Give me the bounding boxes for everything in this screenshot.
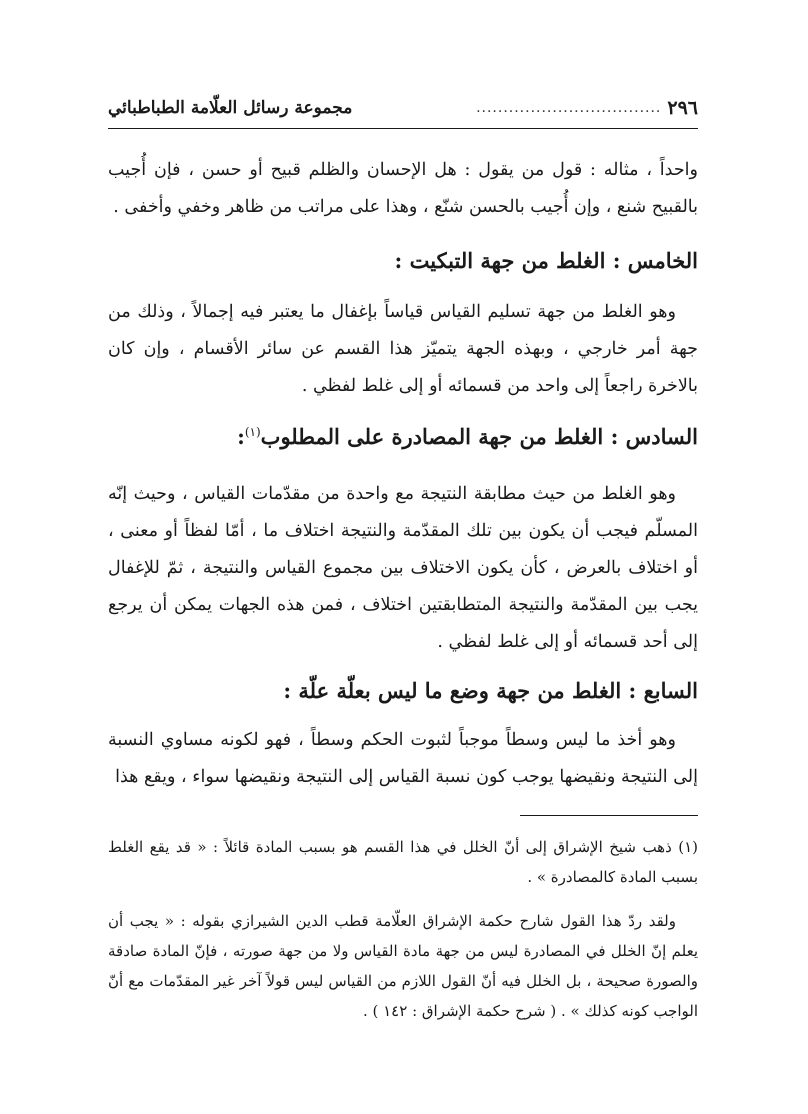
section-fifth xyxy=(108,248,698,273)
footnote-1 xyxy=(108,832,698,892)
section-seventh-body xyxy=(108,722,698,796)
heading-text: السادس : الغلط من جهة المصادرة على المطلوب xyxy=(260,424,698,449)
section-sixth-body xyxy=(108,476,698,661)
paragraph-text: واحداً ، مثاله : قول من يقول : هل الإحسان والظلم قبيح أو حسن ، فإن أُجيب بالقبيح شنع ، وإن أُجيب بالحسن شنّع ، وهذا على مراتب من ظاهر وخفي وأخفى . xyxy=(108,160,698,217)
footnote-text: (١) ذهب شيخ الإشراق إلى أنّ الخلل في هذا القسم هو بسبب المادة قائلاً : « قد يقع الغلط بسبب المادة كالمصادرة » . xyxy=(108,838,698,886)
paragraph-text: وهو الغلط من حيث مطابقة النتيجة مع واحدة من مقدّمات القياس ، وحيث إنّه المسلّم فيجب أن يكون بين تلك المقدّمة والنتيجة اختلاف ما ، أمّا لفظاً أو معنى ، أو اختلاف بالعرض ، كأن يكون الاختلاف بين مجموع القياس والنتيجة ، ثمّ للإغفال يجب بين المقدّمة والنتيجة المتطابقتين اختلاف ، فمن هذه الجهات يمكن أن يرجع إلى أحد قسمائه أو إلى غلط لفظي . xyxy=(108,484,698,652)
running-header xyxy=(108,88,698,129)
section-fifth-body xyxy=(108,294,698,405)
book-title: مجموعة رسائل العلّامة الطباطبائي xyxy=(108,98,353,118)
intro-paragraph xyxy=(108,152,698,226)
leader-dots: .................................. xyxy=(476,100,662,116)
footnote-1-continued xyxy=(108,906,698,1026)
section-sixth xyxy=(108,424,698,449)
paragraph-text: وهو أخذ ما ليس وسطاً موجباً لثبوت الحكم وسطاً ، فهو لكونه مساوي النسبة إلى النتيجة ونقيضها يوجب كون نسبة القياس إلى النتيجة ونقيضها سواء ، ويقع هذا xyxy=(108,730,698,787)
footnote-marker: (١) xyxy=(244,425,261,439)
page-number: ٢٩٦ xyxy=(667,97,698,119)
section-seventh xyxy=(108,678,698,703)
section-heading: الخامس : الغلط من جهة التبكيت : xyxy=(394,248,698,273)
section-heading: السابع : الغلط من جهة وضع ما ليس بعلّة علّة : xyxy=(283,678,698,703)
paragraph-text: وهو الغلط من جهة تسليم القياس قياساً بإغفال ما يعتبر فيه إجمالاً ، وذلك من جهة أمر خارجي ، وبهذه الجهة يتميّز هذا القسم عن سائر الأقسام ، وإن كان بالاخرة راجعاً إلى واحد من قسمائه أو إلى غلط لفظي . xyxy=(108,302,698,396)
footnote-text: ولقد ردّ هذا القول شارح حكمة الإشراق العلّامة قطب الدين الشيرازي بقوله : « يجب أن يعلم إنّ الخلل في المصادرة ليس من جهة مادة القياس ولا من جهة صورته ، فإنّ المادة صادقة والصورة صحيحة ، بل الخلل فيه أنّ القول اللازم من القياس ليس قولاً آخر غير المقدّمات مع أنّ الواجب كونه كذلك » . ( شرح حكمة الإشراق : ١٤٢ ) . xyxy=(108,912,698,1020)
header-number-group xyxy=(470,97,698,119)
section-heading: السادس : الغلط من جهة المصادرة على المطلوب$^{(١)}$: xyxy=(237,424,698,449)
footnote-separator xyxy=(520,815,698,816)
